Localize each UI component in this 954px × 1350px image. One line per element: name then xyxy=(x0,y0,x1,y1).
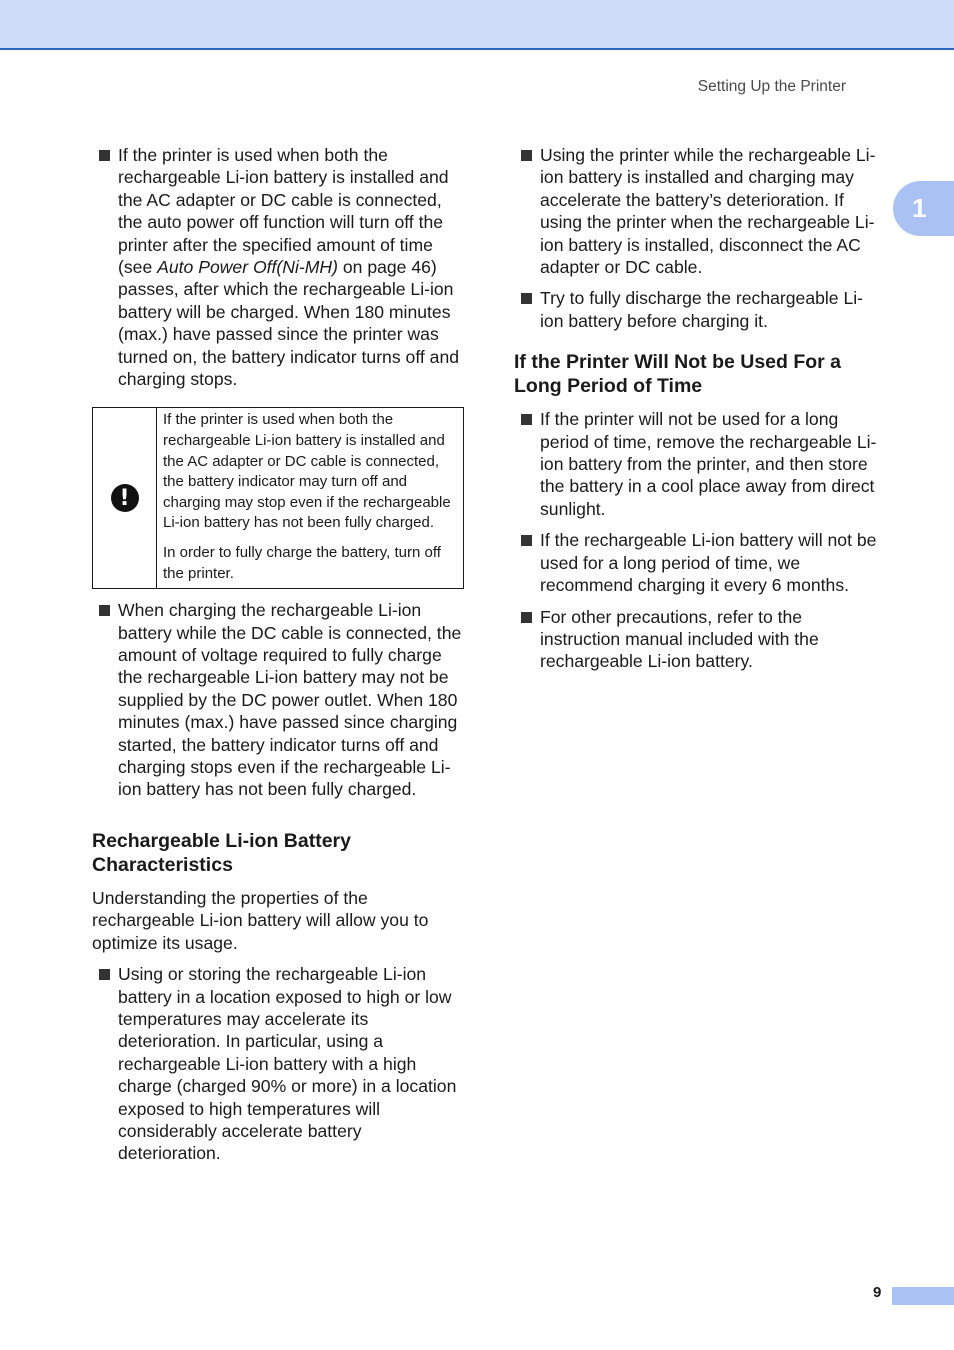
notice-box xyxy=(92,407,464,589)
bullet-list xyxy=(514,144,886,332)
exclamation-circle-icon: ! xyxy=(111,484,139,512)
notice-icon-cell xyxy=(93,408,157,588)
bullet-list xyxy=(92,963,464,1165)
square-bullet-icon xyxy=(521,535,532,546)
footer-tab xyxy=(892,1287,954,1305)
bullet-list xyxy=(92,144,464,390)
square-bullet-icon xyxy=(99,969,110,980)
section-intro: Understanding the properties of the rechargeable Li-ion battery will allow you to optimize its usage. xyxy=(92,887,429,953)
bullet-list xyxy=(514,408,886,672)
square-bullet-icon xyxy=(99,605,110,616)
list-item: If the printer is used when both the rechargeable Li-ion battery is installed and the AC adapter or DC cable is connected, the auto power off function will turn off the printer after the specified amount of time (see Auto Power Off(Ni-MH) on page 46) passes, after which the rechargeable Li-ion battery will be charged. When 180 minutes (max.) have passed since the printer was turned on, the battery indicator turns off and charging stops. xyxy=(92,144,464,390)
square-bullet-icon xyxy=(521,612,532,623)
header-band xyxy=(0,0,954,50)
section-heading: Rechargeable Li-ion Battery Characteristics xyxy=(92,829,351,876)
square-bullet-icon xyxy=(521,414,532,425)
square-bullet-icon xyxy=(99,150,110,161)
square-bullet-icon xyxy=(521,150,532,161)
section-heading: If the Printer Will Not be Used For a Long Period of Time xyxy=(514,351,842,398)
list-item: Using the printer while the rechargeable Li-ion battery is installed and charging may accelerate the battery’s deterioration. If using the printer when the rechargeable Li-ion battery is installed, disconnect the AC adapter or DC cable. xyxy=(514,144,886,278)
list-item: If the printer will not be used for a long period of time, remove the rechargeable Li-ion battery from the printer, and then store the battery in a cool place away from direct sunlight. xyxy=(514,408,886,520)
chapter-number: 1 xyxy=(912,193,927,223)
notice-paragraph: In order to fully charge the battery, turn off the printer. xyxy=(163,544,441,582)
running-head: Setting Up the Printer xyxy=(697,78,846,95)
list-item: Try to fully discharge the rechargeable Li-ion battery before charging it. xyxy=(514,287,886,332)
left-column xyxy=(92,144,464,1174)
list-item: If the rechargeable Li-ion battery will not be used for a long period of time, we recommend charging it every 6 months. xyxy=(514,529,886,596)
bullet-list xyxy=(92,599,464,801)
cross-reference: Auto Power Off(Ni-MH) xyxy=(157,257,338,278)
notice-paragraph: If the printer is used when both the rechargeable Li-ion battery is installed and the AC adapter or DC cable is connected, the battery indicator may turn off and charging may stop even if the rechargeable Li-ion battery has not been fully charged. xyxy=(163,411,451,532)
square-bullet-icon xyxy=(521,293,532,304)
notice-text xyxy=(157,408,463,588)
list-item: When charging the rechargeable Li-ion battery while the DC cable is connected, the amount of voltage required to fully charge the rechargeable Li-ion battery may not be supplied by the DC power outlet. When 180 minutes (max.) have passed since charging started, the battery indicator turns off and charging stops even if the rechargeable Li-ion battery has not been fully charged. xyxy=(92,599,464,801)
list-item: For other precautions, refer to the instruction manual included with the rechargeable Li-ion battery. xyxy=(514,606,886,673)
chapter-tab xyxy=(893,181,954,236)
right-column xyxy=(514,144,886,682)
page-number: 9 xyxy=(873,1284,882,1301)
list-item: Using or storing the rechargeable Li-ion battery in a location exposed to high or low temperatures may accelerate its deterioration. In particular, using a rechargeable Li-ion battery with a high charge (charged 90% or more) in a location exposed to high temperatures will considerably accelerate battery deterioration. xyxy=(92,963,464,1165)
